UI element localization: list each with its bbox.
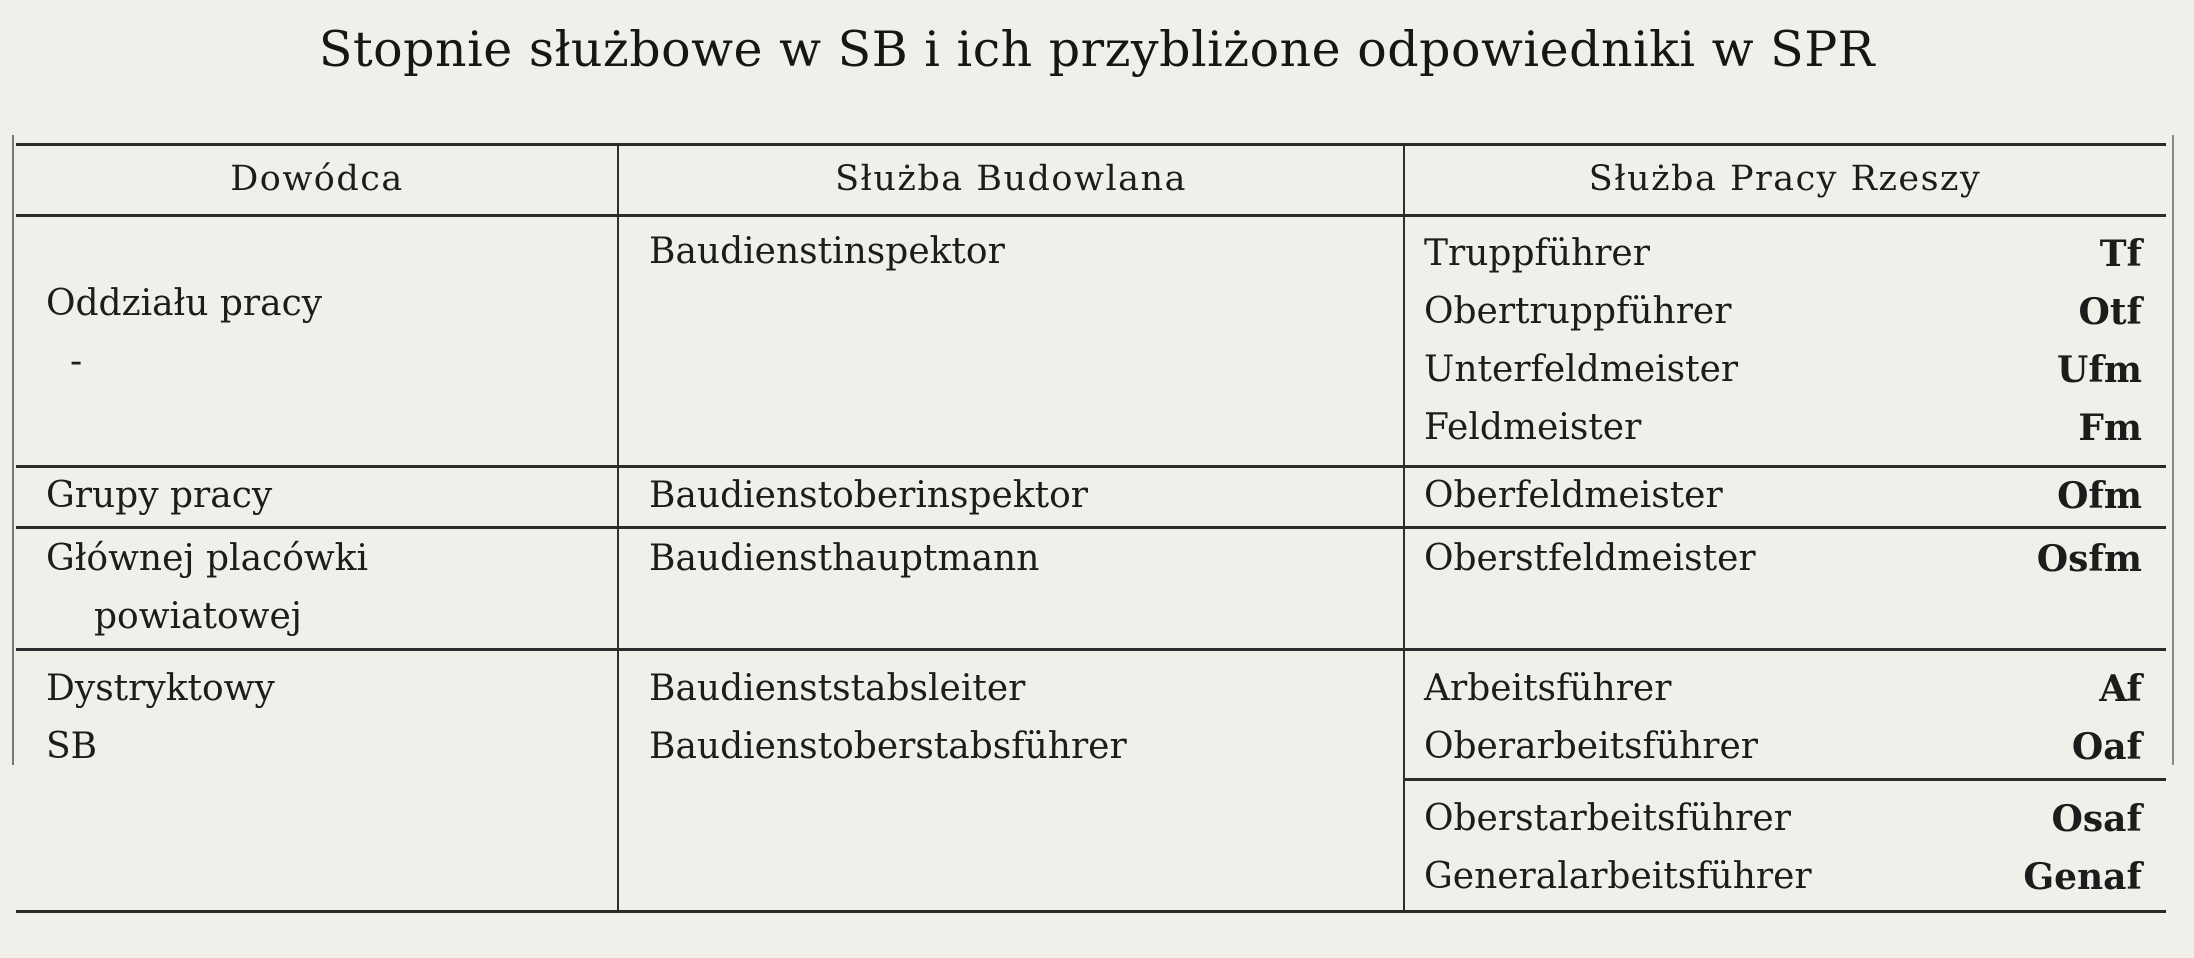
row1-spr-name-3: Unterfeldmeister: [1424, 349, 1739, 390]
row3-spr-name: Oberstfeldmeister: [1424, 538, 1756, 579]
row1-dowodca-line1: Oddziału pracy: [46, 283, 323, 324]
row1-spr-abbr-2: Otf: [2078, 291, 2142, 333]
row-rule: [16, 526, 2166, 529]
row1-dowodca-line2: -: [70, 341, 83, 382]
row4-sb-1: Baudienststabsleiter: [649, 668, 1026, 709]
row5-spr-name-1: Oberstarbeitsführer: [1424, 798, 1791, 839]
header-rule: [16, 214, 2166, 217]
row2-sb: Baudienstoberinspektor: [649, 475, 1089, 516]
row1-spr-name-4: Feldmeister: [1424, 407, 1642, 448]
ranks-table: [16, 143, 2166, 913]
right-border: [2172, 135, 2174, 765]
row4-dowodca-line1: Dystryktowy: [46, 668, 275, 709]
header-sluzba-budowlana: Służba Budowlana: [835, 159, 1187, 199]
row5-spr-abbr-2: Genaf: [2023, 856, 2142, 898]
row1-spr-abbr-3: Ufm: [2057, 349, 2142, 391]
row5-spr-abbr-1: Osaf: [2051, 798, 2142, 840]
row4-sb-2: Baudienstoberstabsführer: [649, 726, 1127, 767]
row2-spr-name: Oberfeldmeister: [1424, 475, 1723, 516]
header-dowodca: Dowódca: [230, 159, 404, 199]
row1-spr-name-1: Truppführer: [1424, 233, 1650, 274]
row-rule: [1404, 778, 2166, 781]
left-border: [12, 135, 14, 765]
row1-sb: Baudienstinspektor: [649, 231, 1005, 272]
row3-sb: Baudiensthauptmann: [649, 538, 1040, 579]
row-rule: [16, 648, 2166, 651]
row1-spr-name-2: Obertruppführer: [1424, 291, 1732, 332]
page-title: Stopnie służbowe w SB i ich przybliżone odpowiedniki w SPR: [318, 21, 1876, 78]
row3-dowodca-line2: powiatowej: [94, 596, 302, 637]
row4-dowodca-line2: SB: [46, 726, 98, 767]
row-rule: [16, 465, 2166, 468]
row4-spr-name-2: Oberarbeitsführer: [1424, 726, 1758, 767]
row3-dowodca-line1: Głównej placówki: [46, 538, 369, 579]
row4-spr-abbr-1: Af: [2099, 668, 2142, 710]
row4-spr-name-1: Arbeitsführer: [1424, 668, 1672, 709]
row3-spr-abbr: Osfm: [2036, 538, 2142, 580]
header-sluzba-pracy-rzeszy: Służba Pracy Rzeszy: [1588, 159, 1982, 199]
row4-spr-abbr-2: Oaf: [2071, 726, 2142, 768]
row1-spr-abbr-4: Fm: [2078, 407, 2142, 449]
row1-spr-abbr-1: Tf: [2099, 233, 2142, 275]
row2-dowodca: Grupy pracy: [46, 475, 273, 516]
row5-spr-name-2: Generalarbeitsführer: [1424, 856, 1812, 897]
row2-spr-abbr: Ofm: [2057, 475, 2142, 517]
